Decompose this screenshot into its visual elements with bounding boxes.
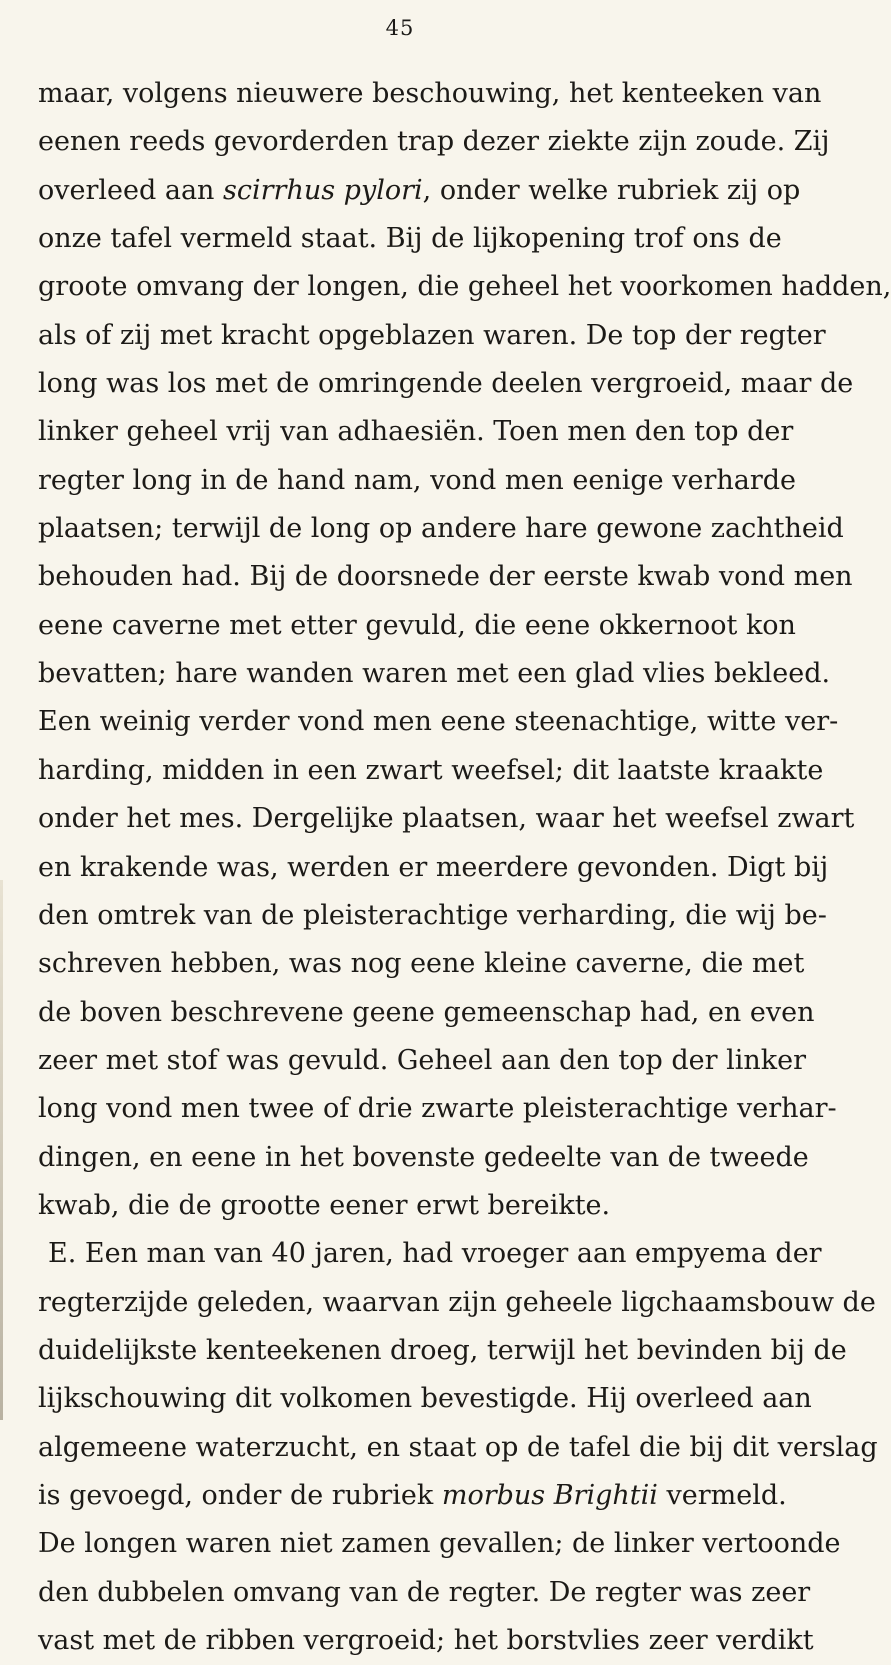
text-line: linker geheel vrij van adhaesiën. Toen men den top der (38, 416, 794, 448)
text-line: overleed aan scirrhus pylori, onder welke rubriek zij op (38, 174, 801, 206)
italic-term: morbus Brightii (441, 1479, 658, 1511)
text-line: onze tafel vermeld staat. Bij de lijkopening trof ons de (38, 223, 782, 255)
text-line: den omtrek van de pleisterachtige verharding, die wij be- (38, 899, 827, 931)
text-line: zeer met stof was gevuld. Geheel aan den top der linker (38, 1044, 806, 1076)
text-line: den dubbelen omvang van de regter. De regter was zeer (38, 1576, 811, 1608)
text-line: algemeene waterzucht, en staat op de tafel die bij dit verslag (38, 1431, 878, 1463)
paragraph-end-line: kwab, die de grootte eener erwt bereikte. (38, 1189, 611, 1221)
text-line: onder het mes. Dergelijke plaatsen, waar het weefsel zwart (38, 803, 855, 835)
page-number: 45 (385, 16, 415, 40)
text-line: lijkschouwing dit volkomen bevestigde. Hij overleed aan (38, 1383, 812, 1415)
page-edge-shadow (0, 880, 3, 1420)
text-line: eenen reeds gevorderden trap dezer ziekte zijn zoude. Zij (38, 126, 830, 158)
text-line: dingen, en eene in het bovenste gedeelte van de tweede (38, 1141, 809, 1173)
text-line: schreven hebben, was nog eene kleine caverne, die met (38, 948, 805, 980)
text-line: en krakende was, werden er meerdere gevonden. Digt bij (38, 851, 829, 883)
text-line: long vond men twee of drie zwarte pleisterachtige verhar- (38, 1093, 837, 1125)
text-line: harding, midden in een zwart weefsel; dit laatste kraakte (38, 754, 824, 786)
text-line: plaatsen; terwijl de long op andere hare gewone zachtheid (38, 513, 844, 545)
text-line: eene caverne met etter gevuld, die eene okkernoot kon (38, 609, 796, 641)
italic-term: scirrhus pylori (223, 174, 423, 206)
text-line: groote omvang der longen, die geheel het voorkomen hadden, (38, 271, 891, 303)
paragraph-start-line: E. Een man van 40 jaren, had vroeger aan empyema der (48, 1238, 822, 1270)
text-line: regter long in de hand nam, vond men eenige verharde (38, 464, 797, 496)
text-line: duidelijkste kenteekenen droeg, terwijl het bevinden bij de (38, 1334, 847, 1366)
text-line: behouden had. Bij de doorsnede der eerste kwab vond men (38, 561, 853, 593)
text-line: is gevoegd, onder de rubriek morbus Brightii vermeld. (38, 1479, 787, 1511)
text-line: als of zij met kracht opgeblazen waren. De top der regter (38, 319, 826, 351)
text-line: vast met de ribben vergroeid; het borstvlies zeer verdikt (38, 1625, 814, 1656)
text-line: De longen waren niet zamen gevallen; de linker vertoonde (38, 1528, 841, 1560)
text-line: regterzijde geleden, waarvan zijn geheele ligchaamsbouw de (38, 1286, 876, 1318)
text-line: Een weinig verder vond men eene steenachtige, witte ver- (38, 706, 839, 738)
text-line: maar, volgens nieuwere beschouwing, het kenteeken van (38, 78, 822, 109)
text-line: bevatten; hare wanden waren met een glad vlies bekleed. (38, 658, 831, 690)
text-line: de boven beschrevene geene gemeenschap had, en even (38, 996, 815, 1028)
text-line: long was los met de omringende deelen vergroeid, maar de (38, 368, 854, 400)
body-text (38, 70, 891, 1665)
